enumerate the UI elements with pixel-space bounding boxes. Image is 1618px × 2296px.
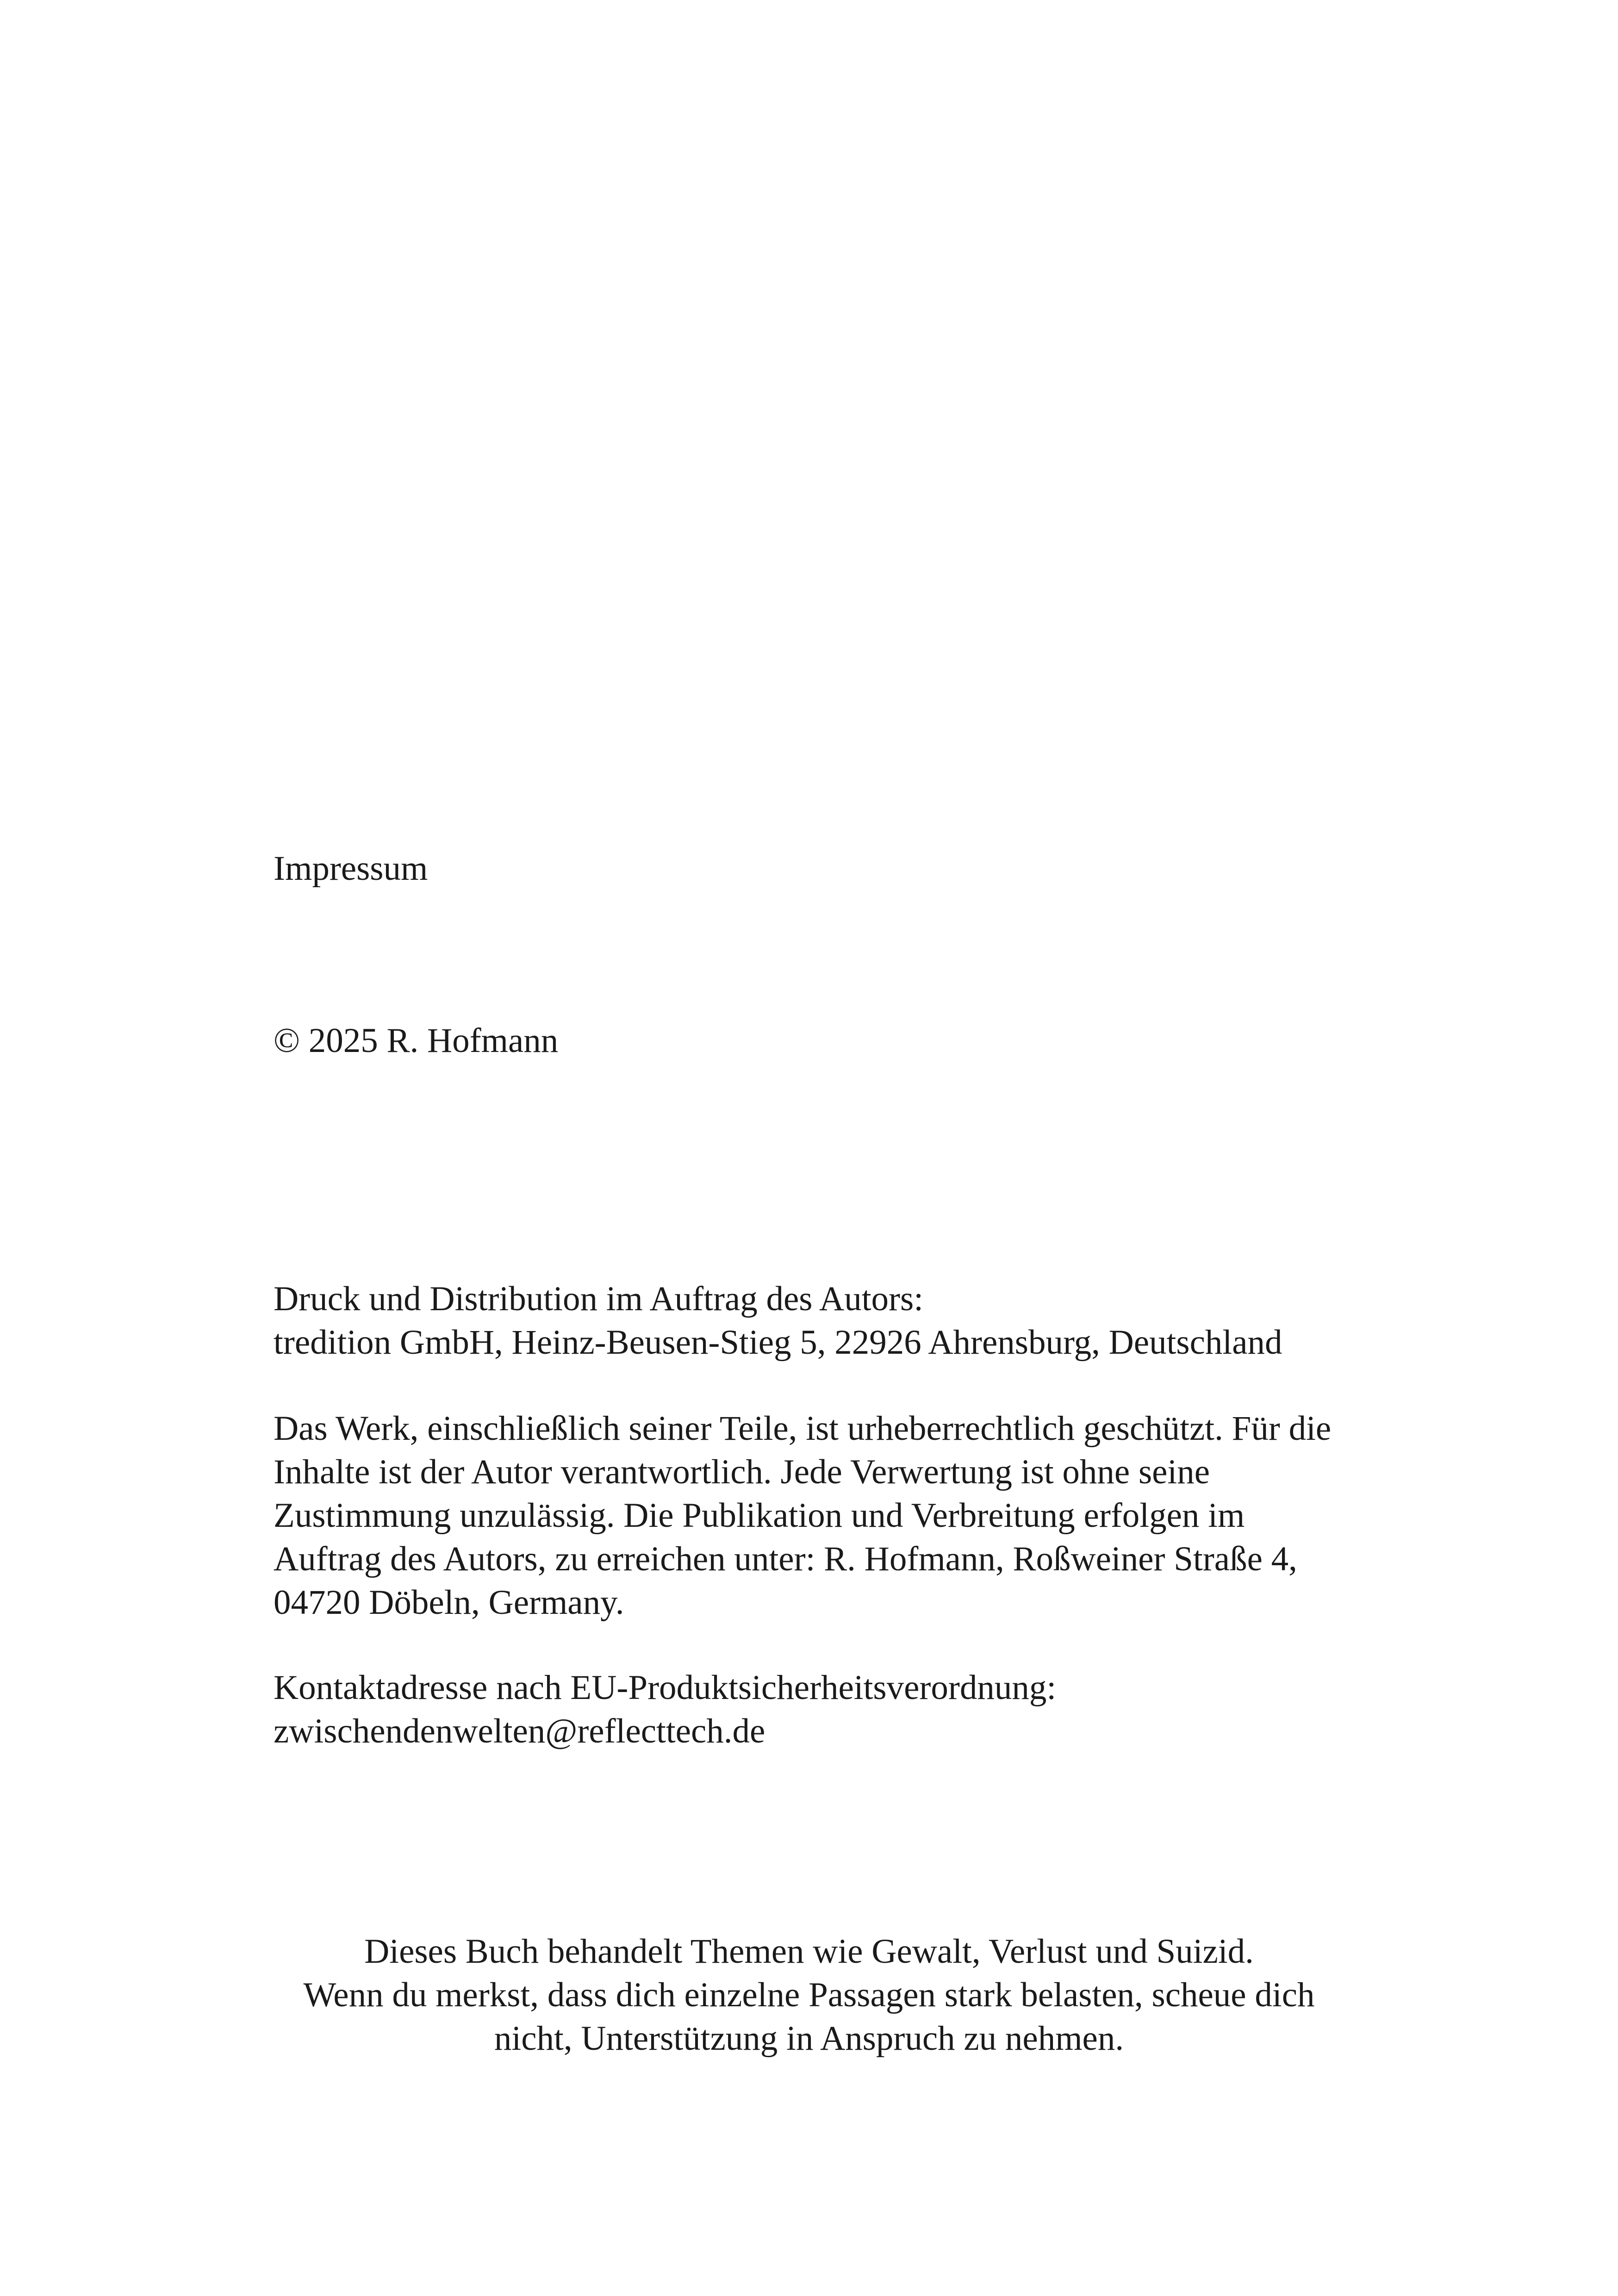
contact-line-1: Kontaktadresse nach EU-Produktsicherheitsverordnung: [274, 1668, 1057, 1707]
imprint-heading [274, 847, 1384, 890]
imprint-heading-text: Impressum [274, 849, 428, 888]
rights-line-2: Inhalte ist der Autor verantwortlich. Jede Verwertung ist ohne seine [274, 1453, 1210, 1491]
print-line-2: tredition GmbH, Heinz-Beusen-Stieg 5, 22926 Ahrensburg, Deutschland [274, 1323, 1282, 1362]
print-distribution-block [274, 1277, 1384, 1364]
warning-line-2: Wenn du merkst, dass dich einzelne Passagen stark belasten, scheue dich [303, 1976, 1315, 2014]
print-line-1: Druck und Distribution im Auftrag des Autors: [274, 1280, 924, 1318]
warning-line-3: nicht, Unterstützung in Anspruch zu nehmen. [494, 2019, 1124, 2058]
rights-line-3: Zustimmung unzulässig. Die Publikation und Verbreitung erfolgen im [274, 1496, 1245, 1535]
rights-line-4: Auftrag des Autors, zu erreichen unter: R. Hofmann, Roßweiner Straße 4, [274, 1540, 1297, 1578]
rights-line-1: Das Werk, einschließlich seiner Teile, ist urheberrechtlich geschützt. Für die [274, 1409, 1332, 1448]
contact-address-block [274, 1666, 1384, 1753]
content-warning [0, 1930, 1618, 2060]
copyright-notice [274, 1019, 1384, 1063]
rights-line-5: 04720 Döbeln, Germany. [274, 1583, 624, 1622]
copyright-text: © 2025 R. Hofmann [274, 1021, 559, 1060]
contact-email: zwischendenwelten@reflecttech.de [274, 1712, 765, 1750]
copyright-rights-block [274, 1407, 1384, 1624]
warning-line-1: Dieses Buch behandelt Themen wie Gewalt, Verlust und Suizid. [364, 1932, 1254, 1971]
